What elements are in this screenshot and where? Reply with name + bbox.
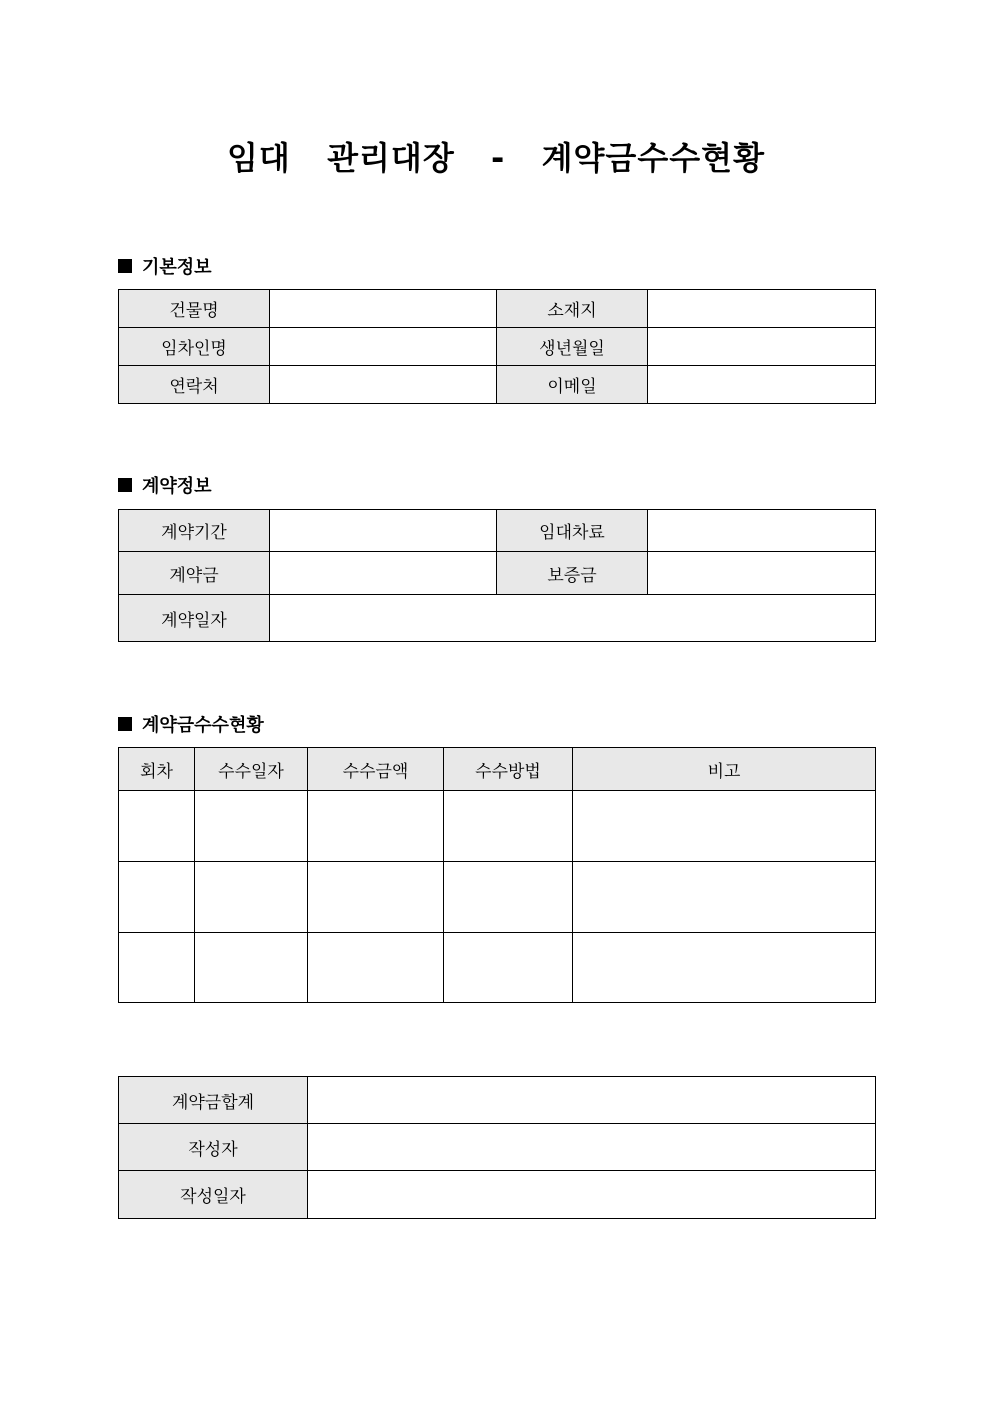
total-down-payment-label: 계약금합계 [119,1077,308,1124]
deposit-label: 보증금 [497,552,648,595]
amount-cell[interactable] [308,862,444,933]
total-down-payment-field[interactable] [308,1077,876,1124]
date-cell[interactable] [195,862,308,933]
method-cell[interactable] [444,791,573,862]
summary-table [118,1076,876,1219]
email-label: 이메일 [497,366,648,404]
email-field[interactable] [648,366,876,404]
birth-date-label: 생년월일 [497,328,648,366]
written-date-label: 작성일자 [119,1171,308,1219]
column-header-method: 수수방법 [444,748,573,791]
section-heading-label: 기본정보 [142,257,212,278]
location-field[interactable] [648,290,876,328]
basic-info-table [118,289,876,404]
square-bullet-icon [118,478,132,492]
table-row [119,595,876,642]
tenant-name-label: 임차인명 [119,328,270,366]
rent-label: 임대차료 [497,510,648,552]
remarks-cell[interactable] [573,791,876,862]
author-label: 작성자 [119,1124,308,1171]
date-cell[interactable] [195,791,308,862]
location-label: 소재지 [497,290,648,328]
table-row [119,1124,876,1171]
square-bullet-icon [118,259,132,273]
section-heading-label: 계약정보 [142,476,212,497]
building-name-field[interactable] [270,290,497,328]
section-heading-contract-info [118,472,212,498]
written-date-field[interactable] [308,1171,876,1219]
contact-field[interactable] [270,366,497,404]
section-heading-label: 계약금수수현황 [142,715,264,736]
contract-period-field[interactable] [270,510,497,552]
deposit-field[interactable] [648,552,876,595]
table-row [119,552,876,595]
page-title: 임대 관리대장 - 계약금수수현황 [227,139,765,177]
method-cell[interactable] [444,933,573,1003]
table-row [119,366,876,404]
table-row [119,1077,876,1124]
contact-label: 연락처 [119,366,270,404]
column-header-date: 수수일자 [195,748,308,791]
column-header-round: 회차 [119,748,195,791]
contract-date-field[interactable] [270,595,876,642]
down-payment-field[interactable] [270,552,497,595]
down-payment-label: 계약금 [119,552,270,595]
section-heading-basic-info [118,253,212,279]
contract-info-table [118,509,876,642]
table-header-row [119,748,876,791]
author-field[interactable] [308,1124,876,1171]
contract-period-label: 계약기간 [119,510,270,552]
amount-cell[interactable] [308,791,444,862]
building-name-label: 건물명 [119,290,270,328]
amount-cell[interactable] [308,933,444,1003]
date-cell[interactable] [195,933,308,1003]
column-header-amount: 수수금액 [308,748,444,791]
table-row [119,862,876,933]
square-bullet-icon [118,717,132,731]
remarks-cell[interactable] [573,862,876,933]
rent-field[interactable] [648,510,876,552]
table-row [119,1171,876,1219]
column-header-remarks: 비고 [573,748,876,791]
birth-date-field[interactable] [648,328,876,366]
round-cell[interactable] [119,933,195,1003]
method-cell[interactable] [444,862,573,933]
tenant-name-field[interactable] [270,328,497,366]
round-cell[interactable] [119,862,195,933]
table-row [119,290,876,328]
round-cell[interactable] [119,791,195,862]
payment-status-table [118,747,876,1003]
section-heading-payment-status [118,711,264,737]
table-row [119,510,876,552]
table-row [119,933,876,1003]
table-row [119,328,876,366]
remarks-cell[interactable] [573,933,876,1003]
table-row [119,791,876,862]
contract-date-label: 계약일자 [119,595,270,642]
